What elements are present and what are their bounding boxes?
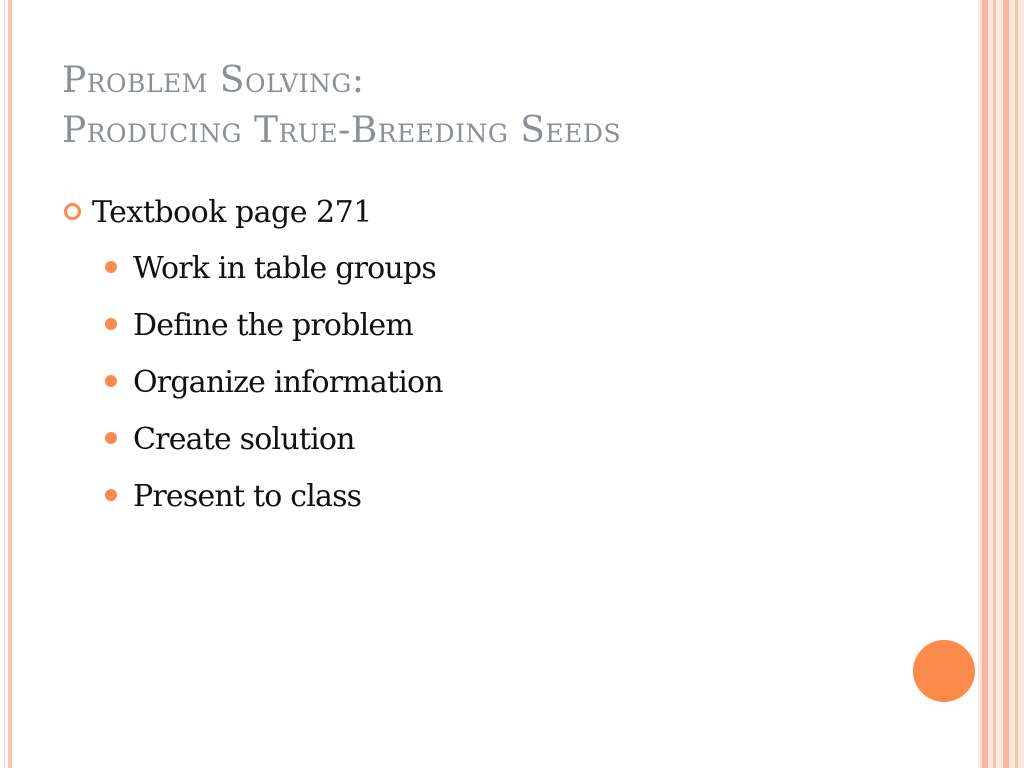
dot-bullet-icon bbox=[105, 375, 117, 387]
slide-title bbox=[62, 56, 942, 156]
right-stripe bbox=[982, 0, 988, 768]
dot-bullet-icon bbox=[105, 489, 117, 501]
right-stripe bbox=[1003, 0, 1009, 768]
main-bullet-text: Textbook page 271 bbox=[92, 195, 372, 230]
left-border-thin bbox=[4, 0, 5, 768]
sub-bullet-item bbox=[64, 236, 924, 293]
sub-bullet-item bbox=[64, 350, 924, 407]
dot-bullet-icon bbox=[105, 318, 117, 330]
decorative-circle bbox=[913, 640, 975, 702]
right-stripe bbox=[1015, 0, 1018, 768]
bullet-list bbox=[64, 190, 924, 521]
sub-bullet-text: Work in table groups bbox=[133, 251, 436, 286]
ring-bullet-icon bbox=[64, 203, 81, 220]
sub-bullet-text: Organize information bbox=[133, 365, 443, 400]
right-stripe bbox=[993, 0, 996, 768]
sub-bullet-text: Define the problem bbox=[133, 308, 413, 343]
main-bullet-item bbox=[64, 190, 924, 236]
sub-bullet-item bbox=[64, 293, 924, 350]
sub-bullet-item bbox=[64, 407, 924, 464]
title-line-1: Problem Solving: bbox=[62, 60, 365, 101]
sub-bullet-text: Present to class bbox=[133, 479, 362, 514]
left-border bbox=[8, 0, 12, 768]
title-line-2: Producing True-Breeding Seeds bbox=[62, 110, 622, 151]
dot-bullet-icon bbox=[105, 261, 117, 273]
dot-bullet-icon bbox=[105, 432, 117, 444]
sub-bullet-text: Create solution bbox=[133, 422, 355, 457]
sub-bullet-item bbox=[64, 464, 924, 521]
